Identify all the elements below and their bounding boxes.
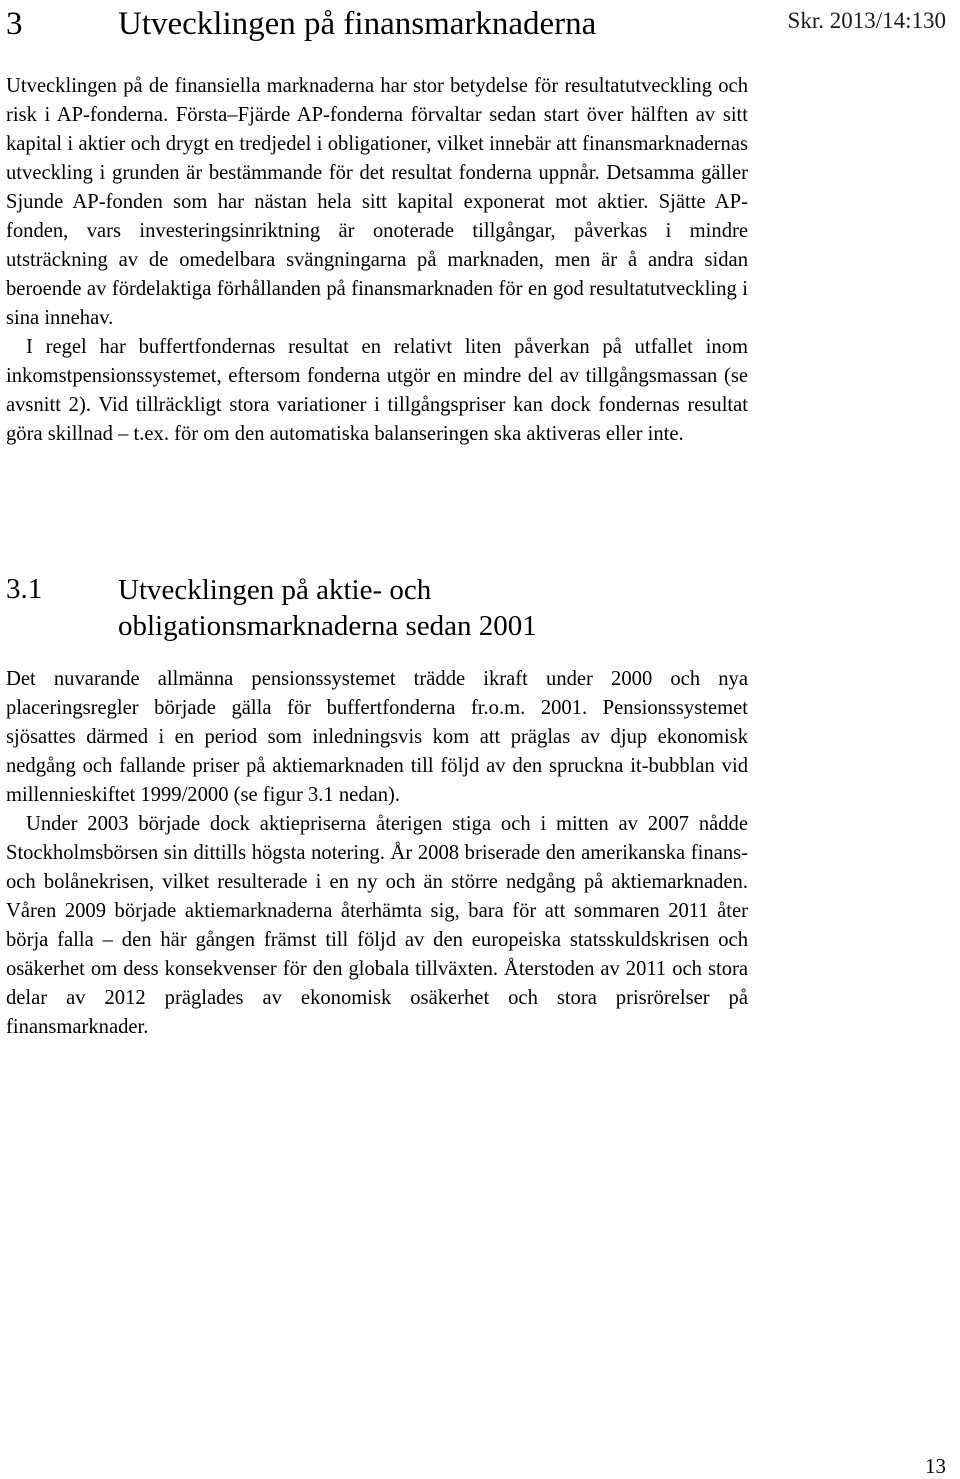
chapter-title: Utvecklingen på finansmarknaderna — [118, 6, 597, 42]
section-paragraph: Det nuvarande allmänna pensionssystemet trädde ikraft under 2000 och nya placeringsregler började gälla för buffertfonderna fr.o.m. 2001. Pensionssystemet sjösattes därmed i en period som inledningsvis kom att präglas av djup ekonomisk nedgång och fallande priser på aktiemarknaden till följd av den spruckna it-bubblan vid millennieskiftet 1999/2000 (se figur 3.1 nedan). — [6, 668, 748, 806]
page-number: 13 — [925, 1454, 946, 1478]
section-text — [6, 665, 748, 1042]
chapter-number: 3 — [6, 6, 23, 42]
document-reference: Skr. 2013/14:130 — [787, 8, 946, 33]
section-number: 3.1 — [6, 573, 43, 605]
section-title: Utvecklingen på aktie- och obligationsmarknaderna sedan 2001 — [118, 574, 537, 642]
section-paragraph: Under 2003 började dock aktiepriserna återigen stiga och i mitten av 2007 nådde Stockholmsbörsen sin dittills högsta notering. År 2008 briserade den amerikanska finans- och bolånekrisen, vilket resulterade i en ny och än större nedgång på aktiemarknaden. Våren 2009 började aktiemarknaderna återhämta sig, bara för att sommaren 2011 åter börja falla – den här gången främst till följd av den europeiska statsskuldskrisen och osäkerhet om dess konsekvenser för den globala tillväxten. Återstoden av 2011 och stora delar av 2012 präglades av ekonomisk osäkerhet och stora prisrörelser på finansmarknader. — [6, 813, 748, 1038]
intro-text — [6, 72, 748, 449]
intro-paragraph: Utvecklingen på de finansiella marknaderna har stor betydelse för resultatutveckling och risk i AP-fonderna. Första–Fjärde AP-fonderna förvaltar sedan start över hälften av sitt kapital i aktier och drygt en tredjedel i obligationer, vilket innebär att finansmarknadernas utveckling i grunden är bestämmande för det resultat fonderna uppnår. Detsamma gäller Sjunde AP-fonden som har nästan hela sitt kapital exponerat mot aktier. Sjätte AP-fonden, vars investeringsinriktning är onoterade tillgångar, påverkas i mindre utsträckning av de omedelbara svängningarna på marknaden, men är å andra sidan beroende av fördelaktiga förhållanden på finansmarknaden för en god resultatutveckling i sina innehav. — [6, 75, 748, 329]
intro-paragraph: I regel har buffertfondernas resultat en relativt liten påverkan på utfallet inom inkomstpensionssystemet, eftersom fonderna utgör en mindre del av tillgångsmassan (se avsnitt 2). Vid tillräckligt stora variationer i tillgångspriser kan dock fondernas resultat göra skillnad – t.ex. för om den automatiska balanseringen ska aktiveras eller inte. — [6, 336, 748, 445]
